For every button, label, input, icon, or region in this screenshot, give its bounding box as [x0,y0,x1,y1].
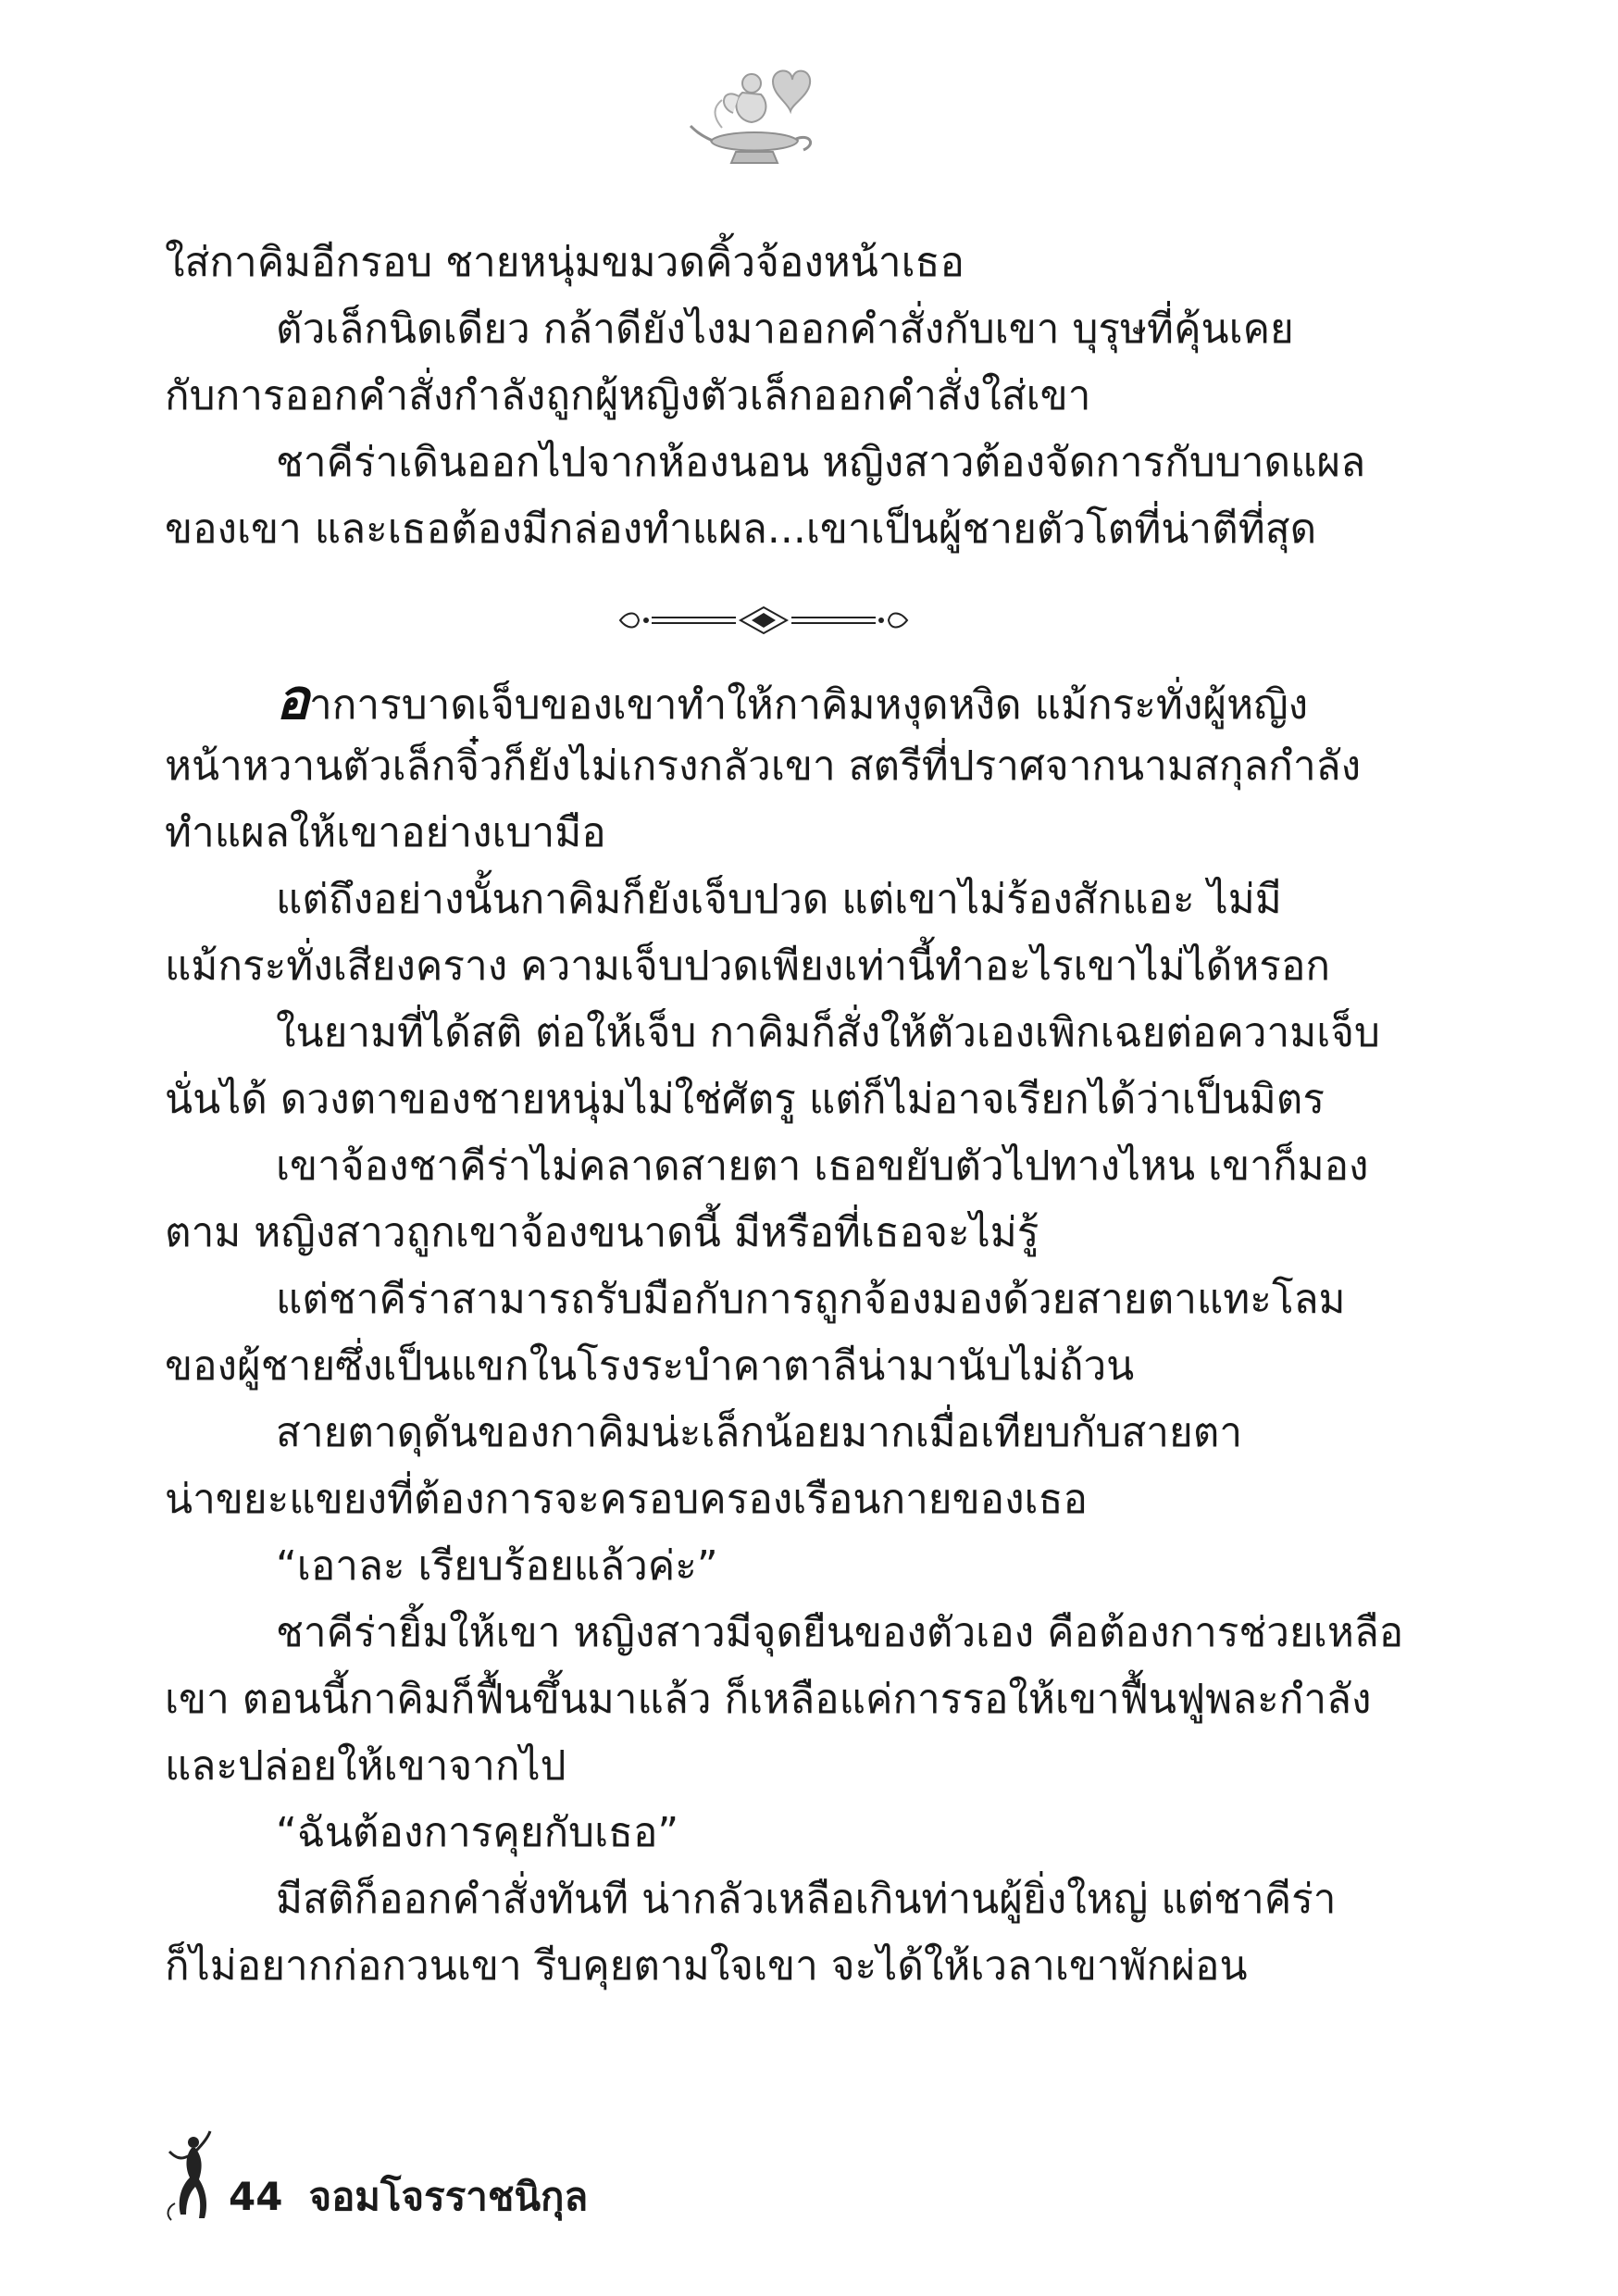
ornamental-divider-icon [611,602,916,639]
text-line: กับการออกคำสั่งกำลังถูกผู้หญิงตัวเล็กออกคำสั่งใส่เขา [165,372,1091,419]
text-line: ตัวเล็กนิดเดียว กล้าดียังไงมาออกคำสั่งกับเขา บุรุษที่คุ้นเคย [276,306,1294,353]
text-line: ใส่กาคิมอีกรอบ ชายหนุ่มขมวดคิ้วจ้องหน้าเธอ [165,239,965,286]
text-line: ทำแผลให้เขาอย่างเบามือ [165,809,606,856]
footer-text [229,2166,588,2227]
text-line: ในยามที่ได้สติ ต่อให้เจ็บ กาคิมก็สั่งให้ตัวเองเพิกเฉยต่อความเจ็บ [276,1009,1380,1056]
text-line-rest: าการบาดเจ็บของเขาทำให้กาคิมหงุดหงิด แม้กระทั่งผู้หญิง [309,681,1309,729]
text-line: ของผู้ชายซึ่งเป็นแขกในโรงระบำคาตาลีน่ามานับไม่ถ้วน [165,1342,1135,1390]
text-line: แต่ถึงอย่างนั้นกาคิมก็ยังเจ็บปวด แต่เขาไม่ร้องสักแอะ ไม่มี [276,876,1282,923]
text-line: มีสติก็ออกคำสั่งทันที น่ากลัวเหลือเกินท่านผู้ยิ่งใหญ่ แต่ชาคีร่า [276,1876,1337,1923]
dancer-silhouette-icon [162,2129,218,2222]
text-line: เขาจ้องชาคีร่าไม่คลาดสายตา เธอขยับตัวไปทางไหน เขาก็มอง [276,1142,1369,1190]
text-line: หน้าหวานตัวเล็กจิ๋วก็ยังไม่เกรงกลัวเขา สตรีที่ปราศจากนามสกุลกำลัง [165,742,1362,790]
text-line: เขา ตอนนี้กาคิมก็ฟื้นขึ้นมาแล้ว ก็เหลือแค่การรอให้เขาฟื้นฟูพละกำลัง [165,1676,1372,1723]
text-line: แต่ชาคีร่าสามารถรับมือกับการถูกจ้องมองด้วยสายตาแทะโลม [276,1276,1346,1323]
text-line-with-dropcap [165,667,1359,733]
text-line: นั่นได้ ดวงตาของชายหนุ่มไม่ใช่ศัตรู แต่ก็ไม่อาจเรียกได้ว่าเป็นมิตร [165,1076,1326,1123]
page-number: 44 [229,2174,283,2219]
text-line: “ฉันต้องการคุยกับเธอ” [276,1809,679,1856]
text-line: และปล่อยให้เขาจากไป [165,1742,566,1790]
text-line: ชาคีร่าเดินออกไปจากห้องนอน หญิงสาวต้องจัดการกับบาดแผล [276,439,1366,486]
text-line: ชาคีร่ายิ้มให้เขา หญิงสาวมีจุดยืนของตัวเอง คือต้องการช่วยเหลือ [276,1609,1404,1656]
text-line: น่าขยะแขยงที่ต้องการจะครอบครองเรือนกายของเธอ [165,1476,1088,1523]
drop-cap: อ [276,668,310,732]
text-line: ก็ไม่อยากก่อกวนเขา รีบคุยตามใจเขา จะได้ให้เวลาเขาพักผ่อน [165,1942,1248,1990]
text-line: ตาม หญิงสาวถูกเขาจ้องขนาดนี้ มีหรือที่เธอจะไม่รู้ [165,1209,1039,1256]
book-title: จอมโจรราชนิกุล [308,2174,589,2219]
page-text-section-1 [165,230,1366,563]
text-line: ของเขา และเธอต้องมีกล่องทำแผล...เขาเป็นผู้ชายตัวโตที่น่าตีที่สุด [165,505,1317,553]
page-text-section-2 [165,667,1404,2000]
text-line: แม้กระทั่งเสียงคราง ความเจ็บปวดเพียงเท่านี้ทำอะไรเขาไม่ได้หรอก [165,942,1331,990]
text-line: สายตาดุดันของกาคิมน่ะเล็กน้อยมากเมื่อเทียบกับสายตา [276,1409,1243,1456]
cupid-lamp-icon [685,56,824,176]
text-line: “เอาละ เรียบร้อยแล้วค่ะ” [276,1542,718,1590]
page-footer [162,2129,810,2222]
